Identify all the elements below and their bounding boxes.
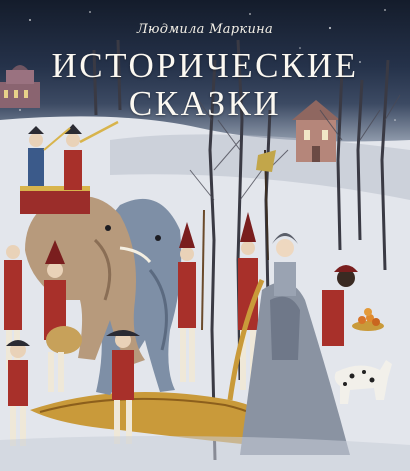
book-title-line-1: ИСТОРИЧЕСКИЕ	[51, 46, 359, 85]
howdah	[20, 188, 90, 214]
author-name: Людмила Маркина	[136, 22, 274, 37]
book-title-line-2: СКАЗКИ	[128, 84, 282, 123]
